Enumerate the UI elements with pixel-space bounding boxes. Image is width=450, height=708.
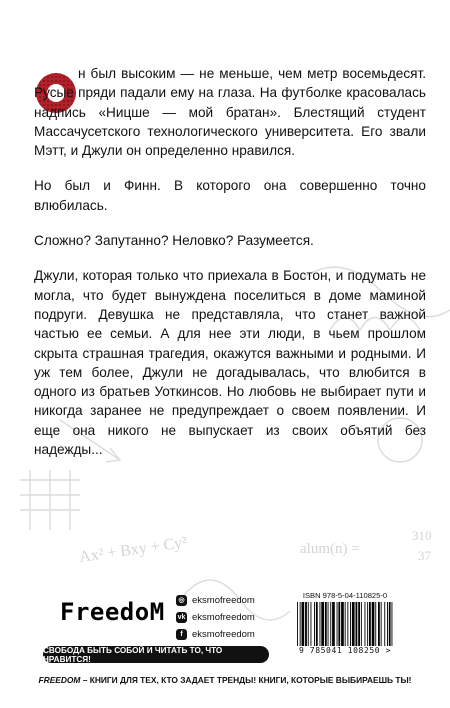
barcode-bar — [384, 602, 385, 646]
barcode-bar — [378, 602, 380, 646]
social-handle: eksmofreedom — [192, 595, 255, 606]
barcode-bar — [350, 602, 351, 646]
barcode-bar — [314, 602, 315, 646]
doodle-formula-4: 37 — [418, 548, 431, 563]
barcode-bar — [305, 602, 307, 646]
barcode-bar — [311, 602, 312, 646]
barcode-bar — [361, 602, 362, 646]
barcode-bar — [300, 602, 301, 646]
barcode-bar — [387, 602, 388, 646]
barcode-bar — [372, 602, 375, 646]
barcode-bar — [358, 602, 360, 646]
doodle-grid — [20, 470, 80, 530]
paragraph-2: Но был и Финн. В которого она совершенно точно влюбилась. — [34, 178, 426, 213]
vk-icon: vk — [177, 614, 186, 621]
barcode-bar — [321, 602, 324, 646]
barcode-bar — [316, 602, 318, 646]
barcode-bar — [330, 602, 331, 646]
facebook-icon: f — [176, 629, 187, 640]
barcode-bar — [325, 602, 327, 646]
barcode-bar — [392, 602, 393, 646]
social-facebook[interactable] — [176, 626, 255, 643]
barcode-bar — [347, 602, 348, 646]
doodle-formula-1: Ax² + Bxy + Cy² — [78, 534, 189, 566]
barcode-bar — [356, 602, 358, 646]
paragraph-1: н был высоким — не меньше, чем метр восемьдесят. Русые пряди падали ему на глаза. На футболке красовалась надпись «Ницше — мой братан». Блестящий студент Массачусетского технологического университета. Его звали Мэтт, и Джули он определенно нравился. — [34, 66, 426, 159]
social-links — [176, 592, 255, 643]
barcode-bar — [328, 602, 329, 646]
barcode-bar — [302, 602, 305, 646]
social-vk[interactable] — [176, 609, 255, 626]
barcode-bar — [369, 602, 371, 646]
paragraph-3: Сложно? Запутанно? Неловко? Разумеется. — [34, 233, 314, 249]
tagline-text: – КНИГИ ДЛЯ ТЕХ, КТО ЗАДАЕТ ТРЕНДЫ! КНИГИ, КОТОРЫЕ ВЫБИРАЕШЬ ТЫ! — [80, 675, 412, 685]
barcode-bar — [352, 602, 355, 646]
barcode-bar — [365, 602, 366, 646]
barcode — [295, 602, 395, 646]
barcode-bar — [332, 602, 335, 646]
barcode-bar — [375, 602, 376, 646]
barcode-bar — [367, 602, 368, 646]
barcode-bar — [308, 602, 309, 646]
social-instagram[interactable] — [176, 592, 255, 609]
isbn-number: ISBN 978-5-04-110825-0 — [302, 591, 388, 600]
barcode-bar — [341, 602, 344, 646]
social-handle: eksmofreedom — [192, 612, 255, 623]
tagline-brand: FREEDOM — [38, 675, 81, 685]
social-handle: eksmofreedom — [192, 629, 255, 640]
paragraph-4: Джули, которая только что приехала в Бостон, и подумать не могла, что будет вынуждена поселиться в доме маминой подруги. Девушка не представляла, что станет важной частью ее семьи. А для нее эти люди, в чьем прошлом скрыта страшная трагедия, окажутся важными и родными. И уж тем более, Джули не догадывалась, что влюбится в одного из братьев Уоткинсов. Но любовь не выбирает пути и никогда заранее не предупреждает о своем появлении. И еще она никого не выпускает из своих объятий без надежды... — [34, 268, 426, 458]
barcode-block — [290, 590, 400, 662]
barcode-bar — [381, 602, 382, 646]
doodle-formula-2: alum(n) = — [300, 541, 360, 557]
slogan-bar — [43, 646, 269, 663]
barcode-bar — [389, 602, 391, 646]
barcode-digits: 9 785041 108250 > — [298, 646, 392, 655]
barcode-bar — [337, 602, 338, 646]
slogan-text: СВОБОДА БЫТЬ СОБОЙ И ЧИТАТЬ ТО, ЧТО НРАВИТСЯ! — [43, 645, 223, 664]
instagram-icon: ◎ — [176, 595, 187, 606]
barcode-bar — [320, 602, 321, 646]
blurb-text — [34, 64, 426, 475]
barcode-bar — [338, 602, 340, 646]
barcode-bar — [345, 602, 346, 646]
footer — [0, 580, 450, 708]
tagline — [0, 675, 450, 685]
barcode-bar — [297, 602, 298, 646]
freedom-logo: FreedoM — [60, 598, 165, 626]
doodle-formula-3: 310 — [412, 528, 432, 543]
